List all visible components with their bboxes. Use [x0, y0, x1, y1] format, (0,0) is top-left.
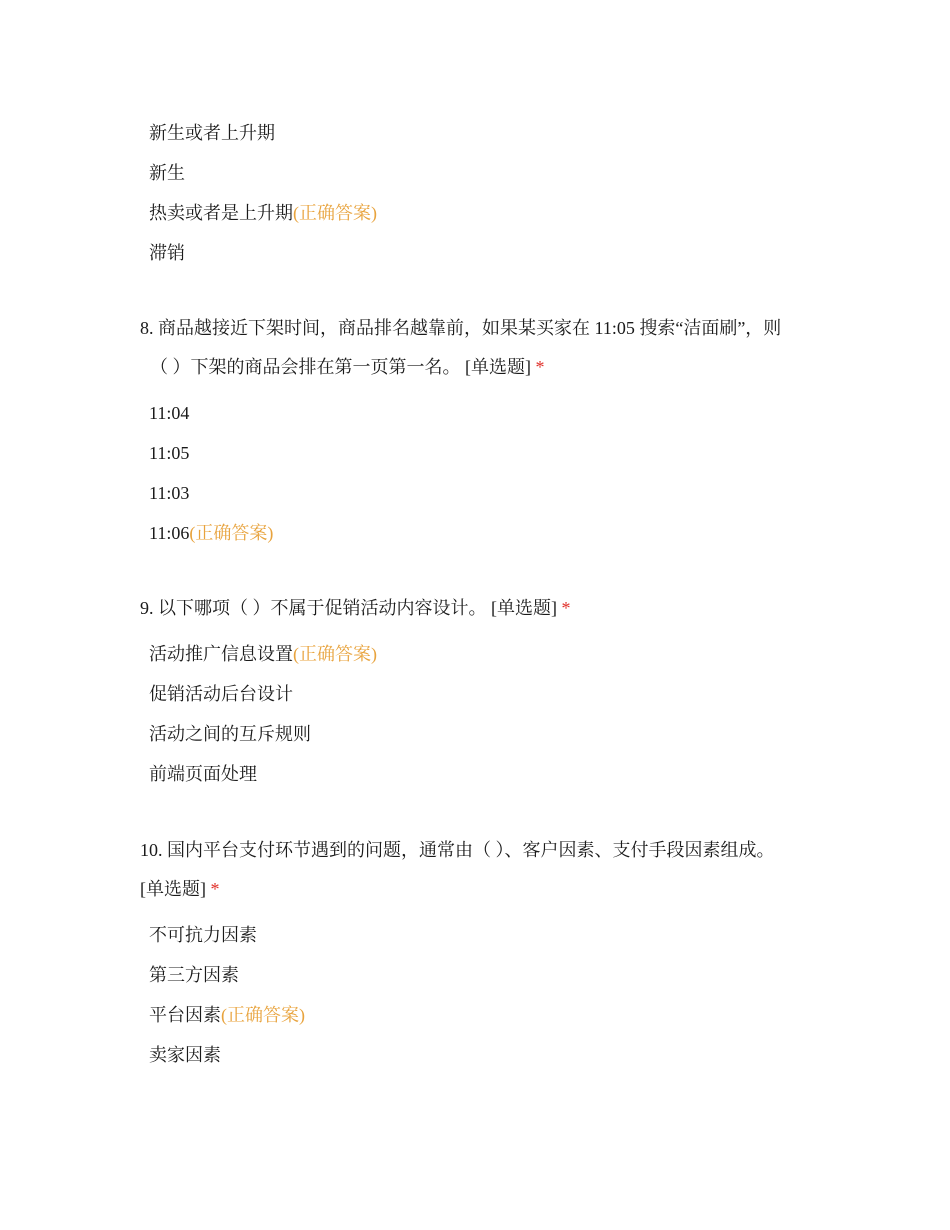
- question-text: （ ）下架的商品会排在第一页第一名。 [单选题]: [150, 357, 531, 377]
- option-item: [140, 915, 820, 955]
- option-text: 第三方因素: [149, 965, 239, 985]
- option-item: [140, 513, 820, 553]
- option-item: [140, 714, 820, 754]
- option-item: [140, 955, 820, 995]
- prev-question-options: [140, 113, 820, 273]
- option-item: [140, 193, 820, 233]
- correct-answer-label: (正确答案): [293, 644, 377, 664]
- option-text: 卖家因素: [149, 1045, 221, 1065]
- question-text-line1: 10. 国内平台支付环节遇到的问题，通常由（ ）、客户因素、支付手段因素组成。: [140, 840, 775, 860]
- required-mark: *: [561, 598, 571, 618]
- option-text: 11:03: [149, 483, 190, 503]
- required-mark: *: [535, 357, 545, 377]
- question-text-line2: [140, 870, 820, 909]
- option-item: [140, 634, 820, 674]
- option-text: 促销活动后台设计: [149, 684, 293, 704]
- option-item: [140, 674, 820, 714]
- question-title: [140, 831, 820, 909]
- question-text: 9. 以下哪项（ ）不属于促销活动内容设计。 [单选题]: [140, 598, 557, 618]
- option-text: 前端页面处理: [149, 764, 257, 784]
- option-item: [140, 393, 820, 433]
- option-text: 11:04: [149, 403, 190, 423]
- option-item: [140, 473, 820, 513]
- required-mark: *: [210, 879, 220, 899]
- option-text: 平台因素: [149, 1005, 221, 1025]
- option-text: 滞销: [149, 243, 185, 263]
- question-9: [140, 589, 820, 794]
- option-text: 活动推广信息设置: [149, 644, 293, 664]
- option-text: 新生或者上升期: [149, 123, 275, 143]
- question-title: [140, 309, 820, 387]
- option-text: 热卖或者是上升期: [149, 203, 293, 223]
- correct-answer-label: (正确答案): [221, 1005, 305, 1025]
- option-item: [140, 113, 820, 153]
- question-text-line1: 8. 商品越接近下架时间，商品排名越靠前，如果某买家在 11:05 搜索“洁面刷”，则: [140, 318, 782, 338]
- option-text: 不可抗力因素: [149, 925, 257, 945]
- option-text: 新生: [149, 163, 185, 183]
- correct-answer-label: (正确答案): [189, 523, 274, 543]
- correct-answer-label: (正确答案): [293, 203, 377, 223]
- option-text: 11:05: [149, 443, 190, 463]
- option-item: [140, 1035, 820, 1075]
- option-item: [140, 995, 820, 1035]
- question-title: [140, 589, 820, 628]
- option-text: 活动之间的互斥规则: [149, 724, 311, 744]
- option-item: [140, 433, 820, 473]
- option-item: [140, 153, 820, 193]
- option-item: [140, 233, 820, 273]
- option-text: 11:06: [149, 523, 190, 543]
- question-text-line2: [140, 348, 820, 387]
- option-item: [140, 754, 820, 794]
- question-10: [140, 831, 820, 1075]
- question-text: [单选题]: [140, 879, 206, 899]
- question-text-line1: [140, 589, 820, 628]
- question-8: [140, 309, 820, 553]
